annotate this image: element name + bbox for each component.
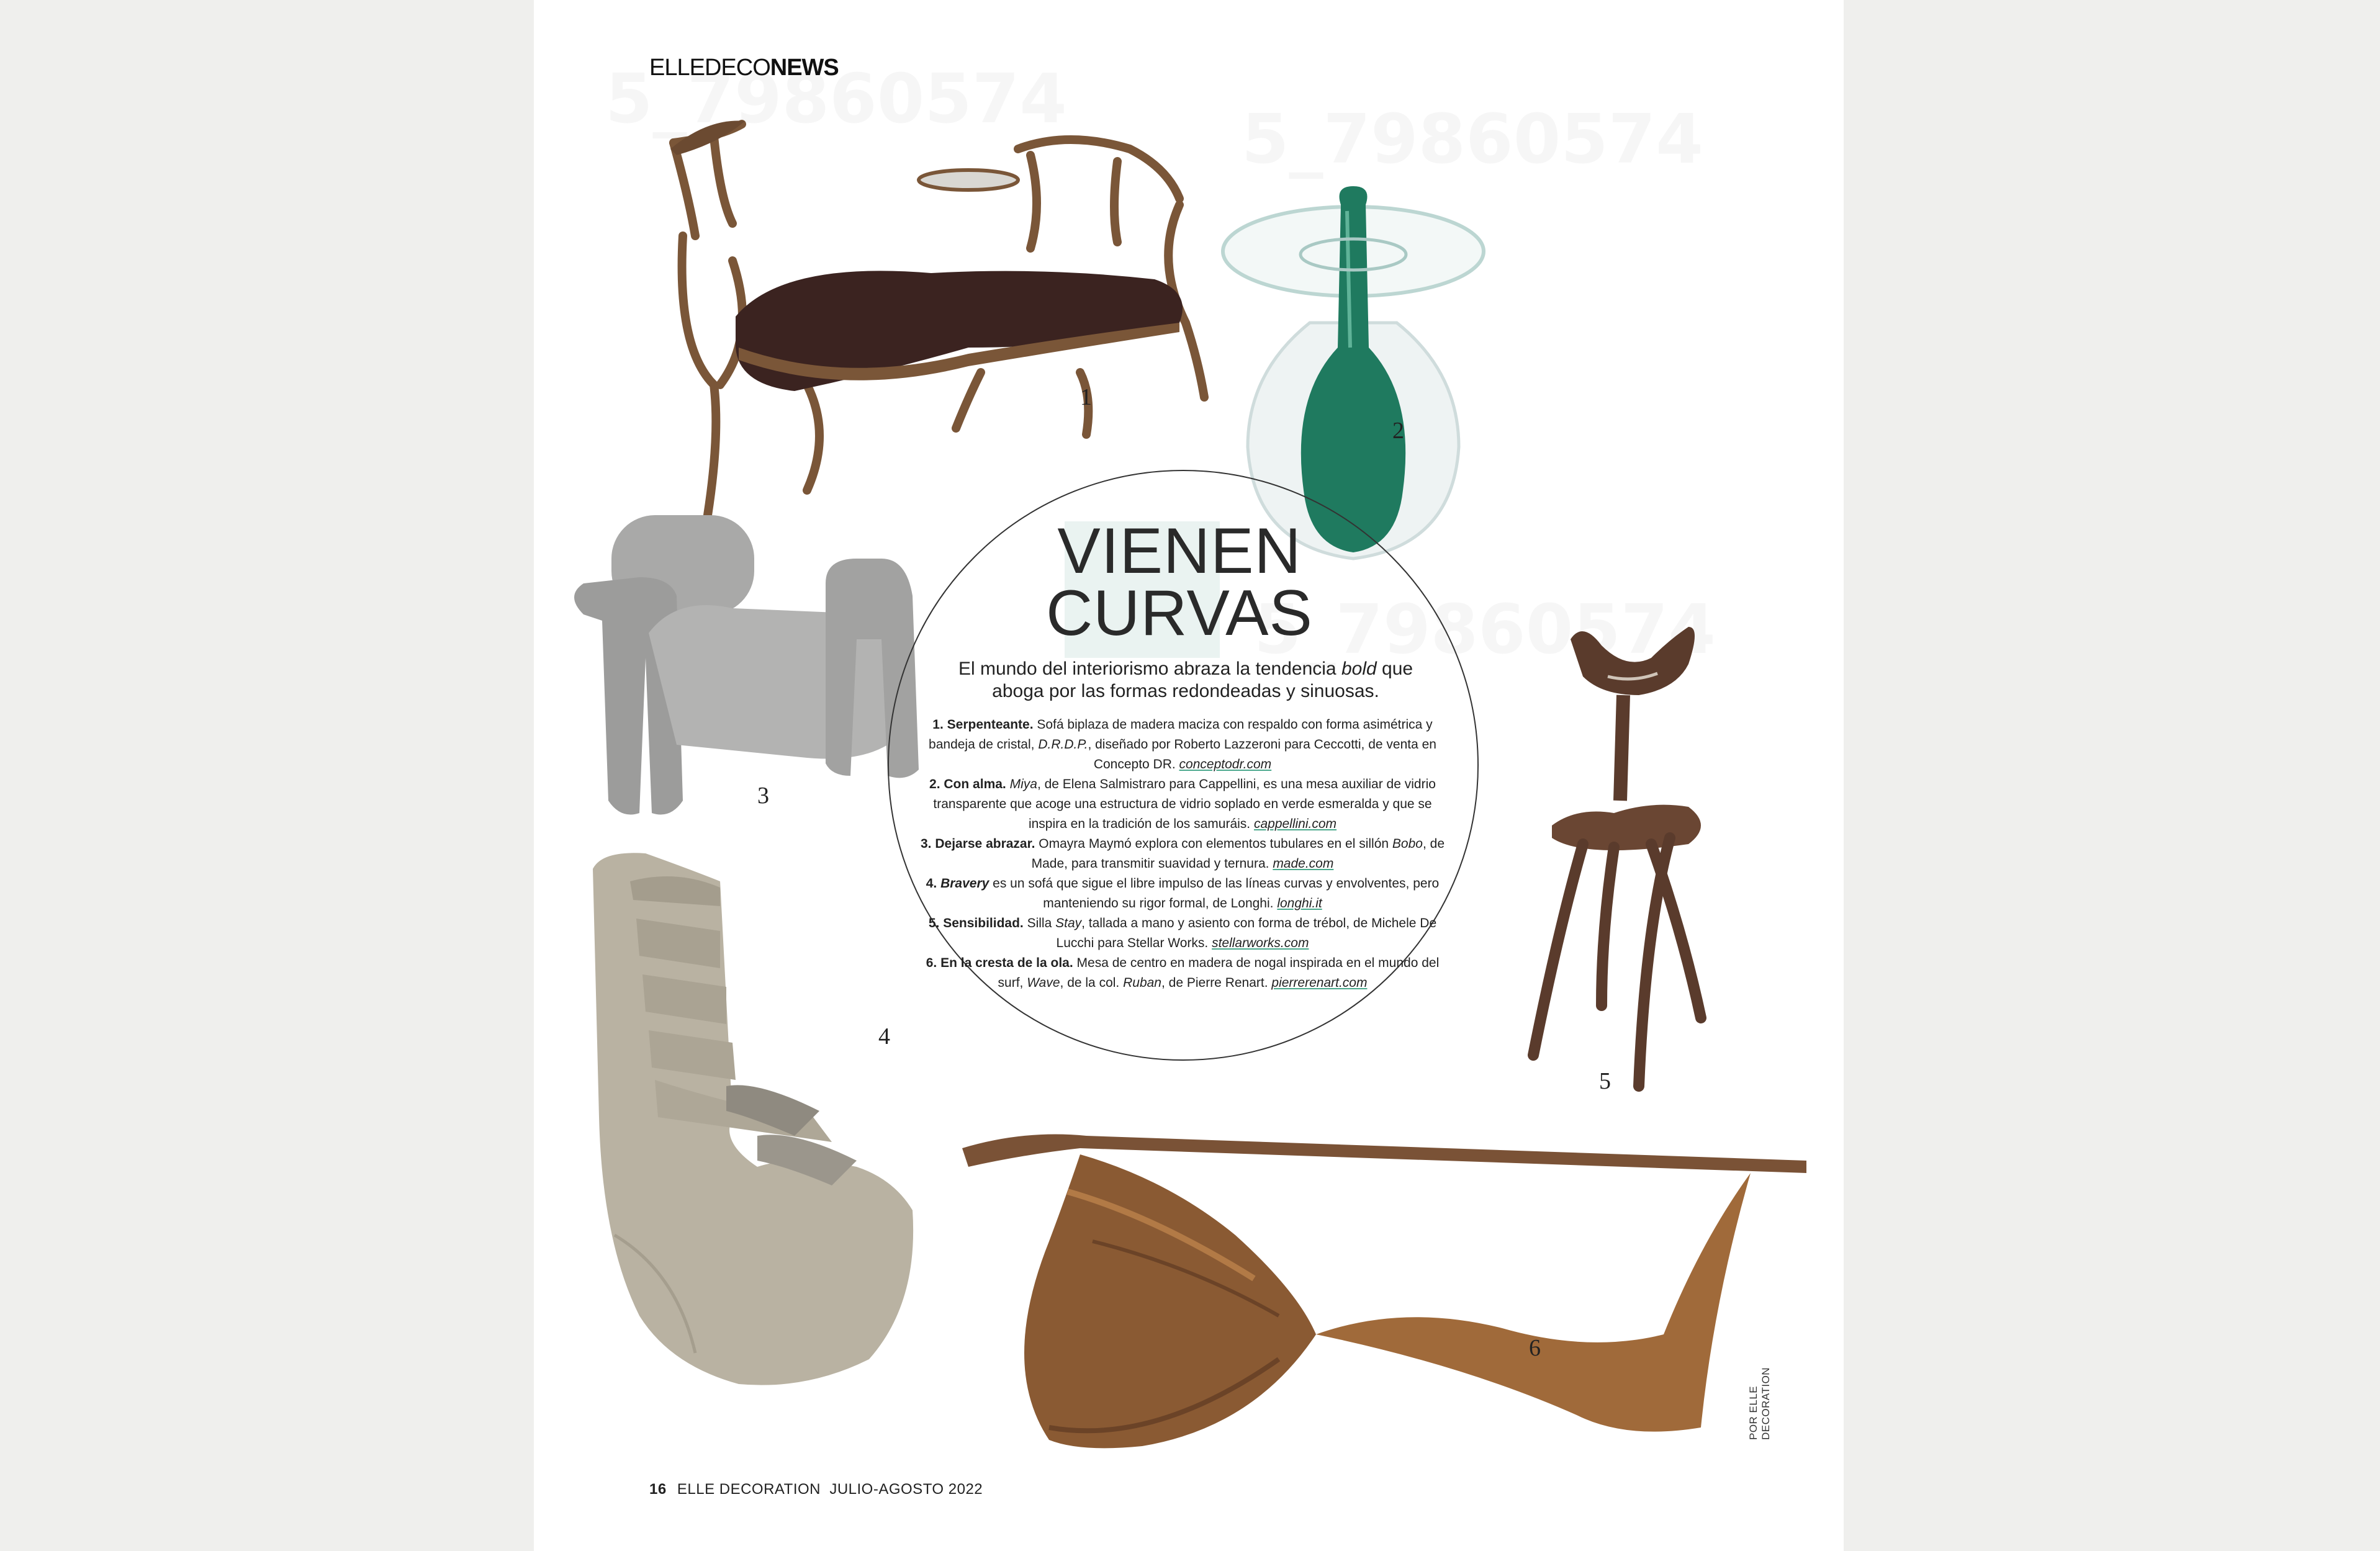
item-4 — [926, 876, 1440, 910]
product-name: Bobo — [1392, 837, 1423, 851]
product-name: Wave — [1027, 976, 1060, 990]
item-text: Silla — [1023, 916, 1056, 930]
item-link[interactable]: longhi.it — [1277, 896, 1322, 910]
product-name: D.R.D.P. — [1038, 737, 1088, 752]
item-text: , diseñado por Roberto Lazzeroni para Ceccotti, de venta en Concepto DR. — [1088, 737, 1436, 771]
item-link[interactable]: stellarworks.com — [1212, 936, 1309, 950]
item-text: , de Elena Salmistraro para Cappellini, es una mesa auxiliar de vidrio transparente que acoge una estructura de vidrio soplado en verde esmeralda y que se inspira en la tradición de los samuráis. — [933, 777, 1436, 831]
item-heading: 4. — [926, 876, 941, 891]
article-body — [916, 715, 1449, 993]
item-text: , de la col. — [1060, 976, 1124, 990]
article-intro — [956, 658, 1415, 703]
item-heading: 5. Sensibilidad. — [928, 916, 1024, 930]
item-text: , tallada a mano y asiento con forma de trébol, de Michele De Lucchi para Stellar Works. — [1056, 916, 1437, 950]
item-number: 1 — [1080, 384, 1092, 410]
product-name: Ruban — [1123, 976, 1161, 990]
intro-text: El mundo del interiorismo abraza la tendencia — [958, 659, 1341, 679]
magazine-page — [534, 0, 1844, 1551]
item-link[interactable]: cappellini.com — [1253, 817, 1337, 831]
item-text: Mesa de centro en madera de nogal inspirada en el mundo del surf, — [998, 956, 1440, 990]
product-name: Stay — [1055, 916, 1082, 930]
item-link[interactable]: pierrerenart.com — [1271, 976, 1368, 990]
title-line-2: CURVAS — [1046, 577, 1313, 649]
item-3 — [921, 837, 1445, 871]
item-heading: 2. Con alma. — [929, 777, 1006, 791]
item-text: , de Made, para transmitir suavidad y ternura. — [1031, 837, 1445, 871]
item-5 — [929, 916, 1436, 950]
section-label: NEWS — [770, 55, 839, 81]
brand-label: ELLEDECO — [649, 55, 770, 81]
item-heading: 6. En la cresta de la ola. — [926, 956, 1073, 970]
intro-text: que aboga por las formas redondeadas y sinuosas. — [992, 659, 1413, 701]
item-text: Sofá biplaza de madera maciza con respaldo con forma asimétrica y bandeja de cristal, — [929, 717, 1433, 752]
product-name: Miya — [1009, 777, 1037, 791]
item-number: 5 — [1599, 1068, 1611, 1094]
item-number: 2 — [1392, 418, 1404, 444]
magazine-name: ELLE DECORATION — [677, 1481, 821, 1498]
item-text: Omayra Maymó explora con elementos tubulares en el sillón — [1035, 837, 1392, 851]
title-line-1: VIENEN — [1057, 515, 1302, 587]
item-heading: 3. Dejarse abrazar. — [921, 837, 1035, 851]
item-link[interactable]: conceptodr.com — [1179, 757, 1272, 771]
item-link[interactable]: made.com — [1273, 856, 1334, 871]
item-2 — [929, 777, 1436, 831]
photo-credit: POR ELLE DECORATION — [1747, 1367, 1772, 1440]
item-6 — [926, 956, 1440, 990]
intro-italic: bold — [1341, 659, 1377, 679]
item-number: 3 — [757, 783, 769, 809]
article-title — [968, 515, 1391, 649]
product-name: Bravery — [940, 876, 989, 891]
item-text: es un sofá que sigue el libre impulso de las líneas curvas y envolventes, pero manteniendo su rigor formal, de Longhi. — [989, 876, 1440, 910]
item-text: , de Pierre Renart. — [1161, 976, 1272, 990]
item-1 — [929, 717, 1436, 771]
page-number: 16 — [649, 1481, 667, 1498]
item-number: 4 — [878, 1023, 890, 1050]
page-footer — [649, 1481, 983, 1498]
item-number: 6 — [1529, 1335, 1541, 1361]
issue-date: JULIO-AGOSTO 2022 — [829, 1481, 983, 1498]
item-heading: 1. Serpenteante. — [932, 717, 1034, 732]
